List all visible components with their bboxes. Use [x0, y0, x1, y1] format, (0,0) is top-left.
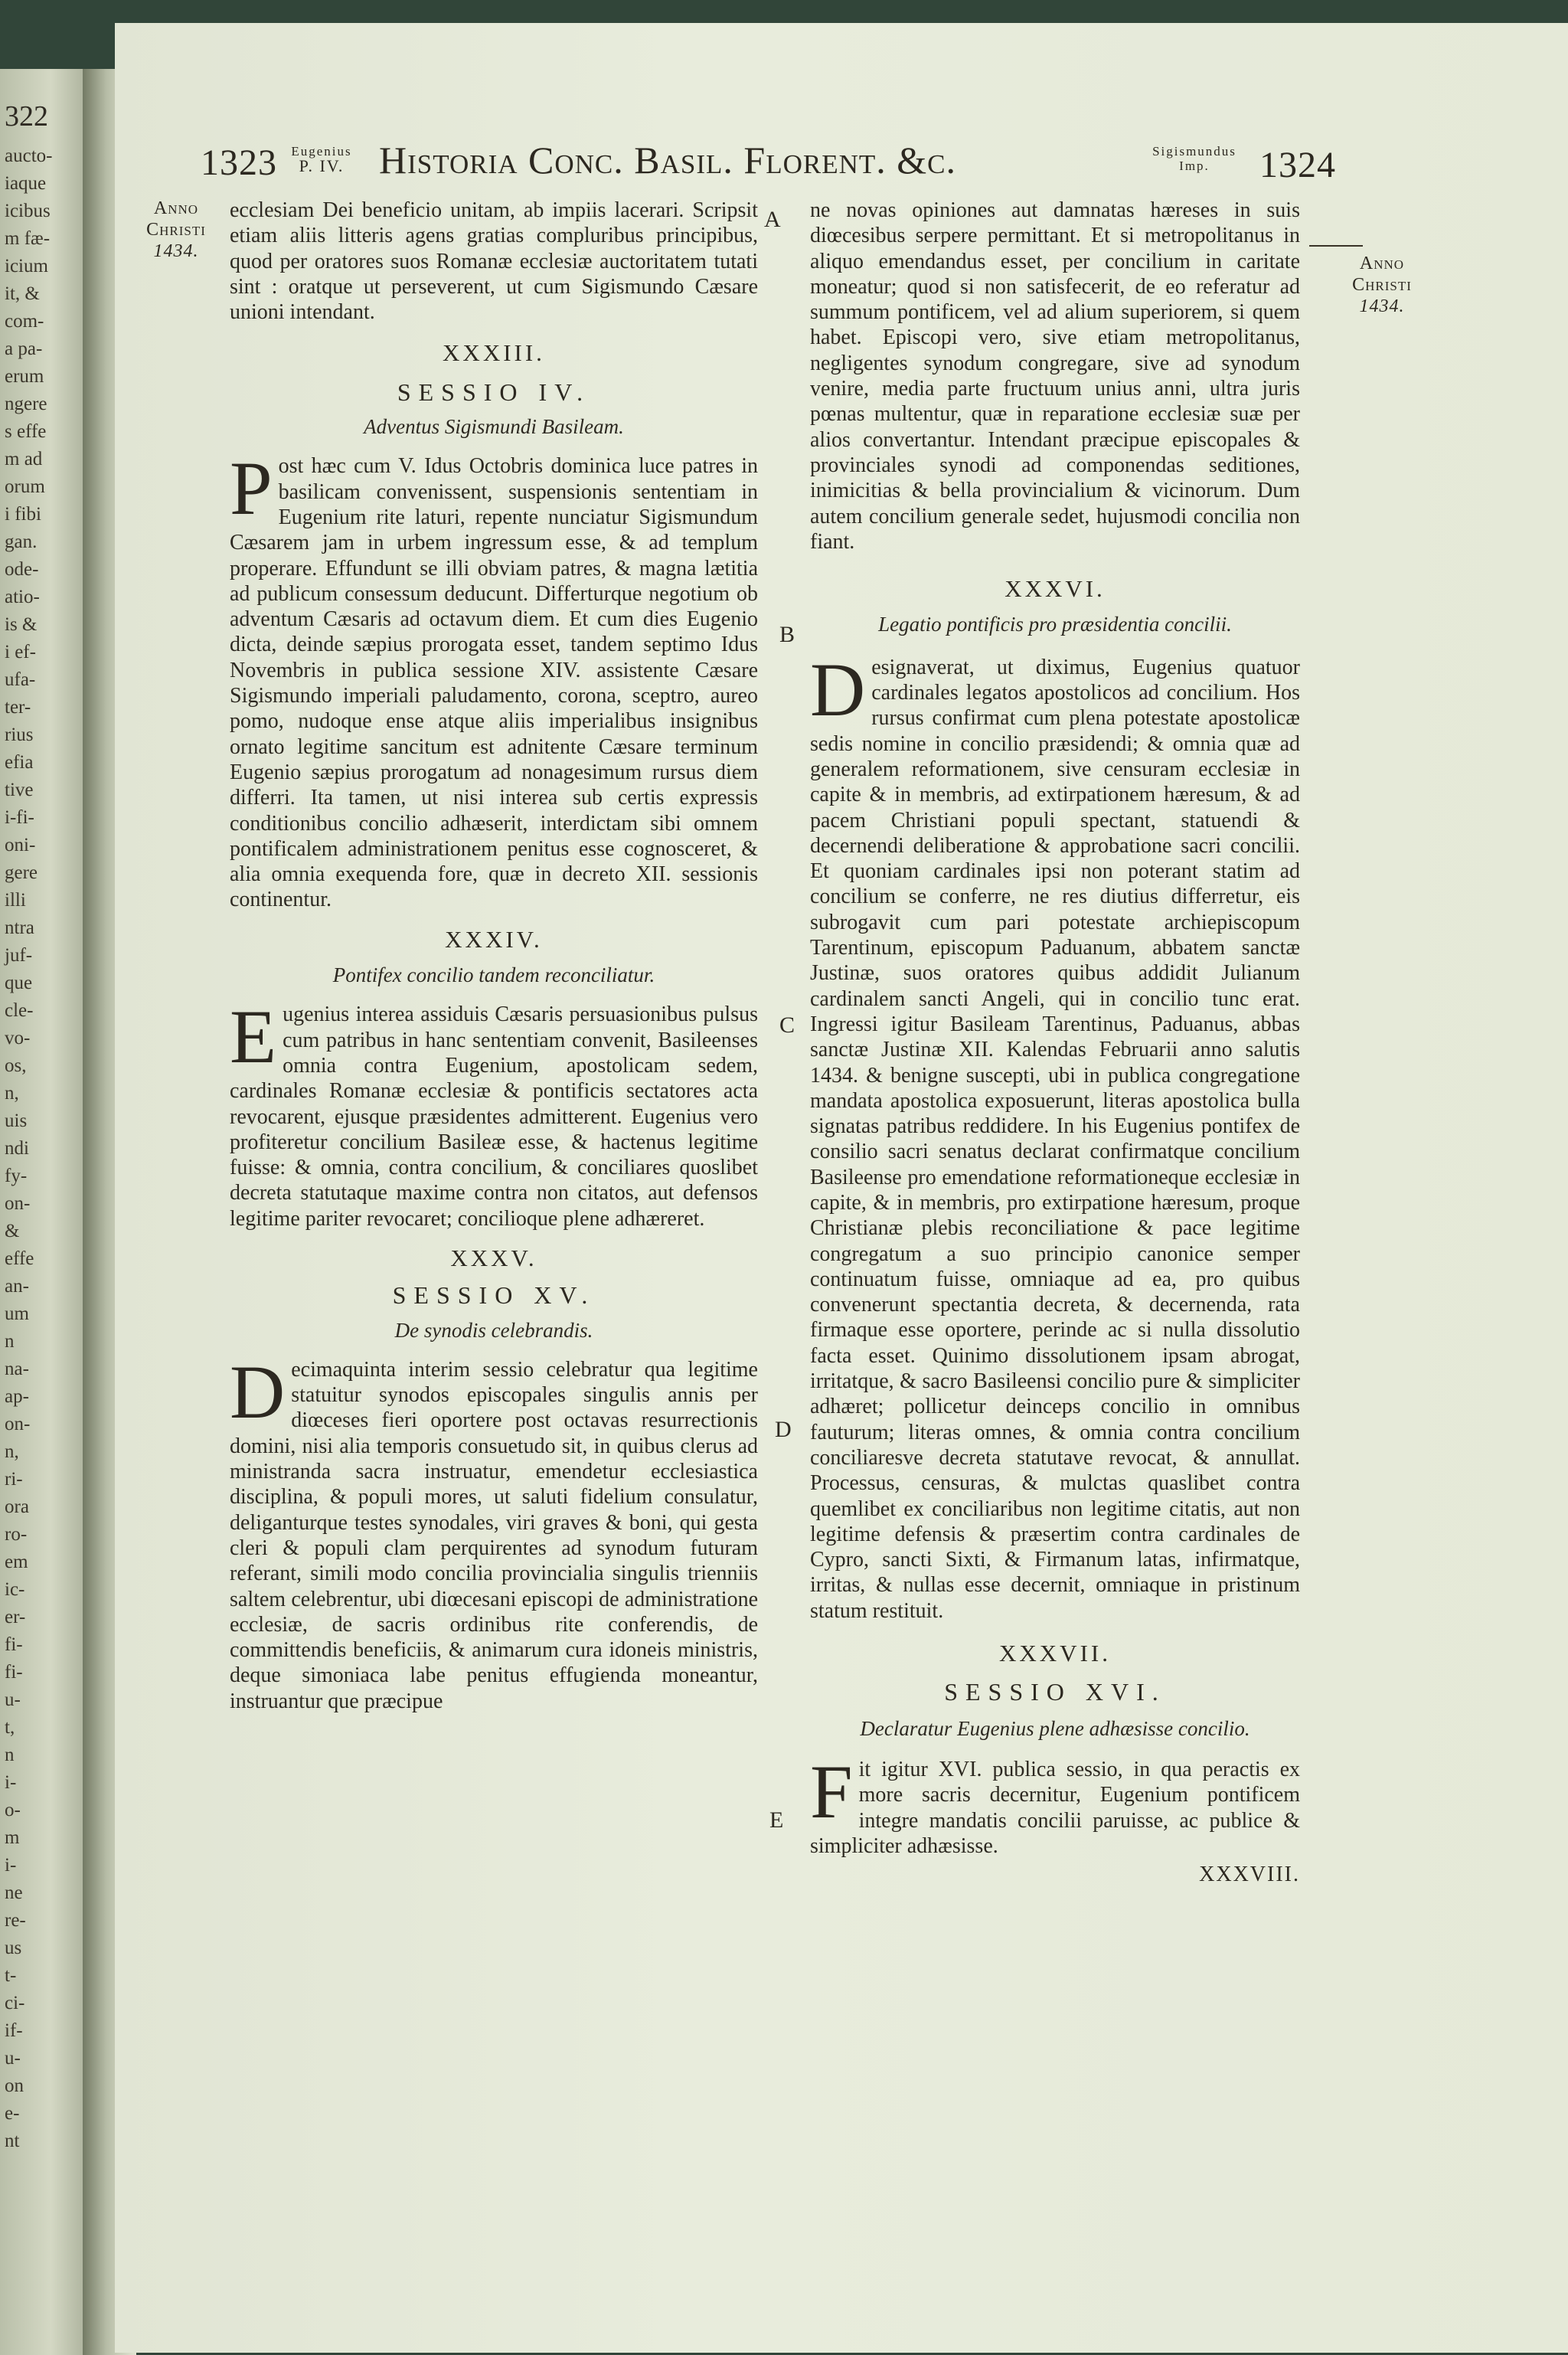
session-title-16: SESSIO XVI. — [944, 1678, 1166, 1706]
header-left-small-bottom: P. IV. — [299, 156, 345, 175]
header-left-pontiff — [279, 144, 364, 173]
left-page-fragment: iaque — [5, 173, 47, 194]
chapter-summary-36: Legatio pontificis pro præsidentia concilii. — [878, 613, 1232, 636]
dropcap-e: E — [230, 994, 277, 1080]
left-page-fragment: fi- — [5, 1634, 23, 1655]
left-page-fragment: em — [5, 1552, 28, 1572]
left-page-fragment: icibus — [5, 201, 51, 221]
left-page-fragment: efia — [5, 752, 34, 773]
chapter-number-34: XXXIV. — [445, 925, 543, 953]
margin-left-line1: Anno — [153, 198, 199, 218]
left-page-fragment: ter- — [5, 697, 31, 718]
left-page-fragment: it, & — [5, 283, 40, 304]
left-page-fragment: fi- — [5, 1662, 23, 1683]
left-page-fragment: ro- — [5, 1524, 28, 1545]
left-page-fragment: uis — [5, 1110, 28, 1131]
left-page-fragment: u- — [5, 2048, 21, 2069]
left-page-fragment: um — [5, 1303, 29, 1324]
left-page-fragment: illi — [5, 890, 26, 911]
left-page-fragment: n, — [5, 1083, 19, 1104]
chapter-summary-37: Declaratur Eugenius plene adhæsisse concilio. — [860, 1716, 1250, 1740]
chapter-33-paragraph — [230, 446, 758, 912]
chapter-34-text: ugenius interea assiduis Cæsaris persuasionibus pulsus cum patribus in hanc sententiam convenit, Basileenses omnia contra Eugenium, apostolicam sedem, cardinales Romanæ ecclesiæ & pontificis sectatores acta revocarent, ejusque præsidentes admitterent. Eugenius vero profiteretur concilium Basileæ esse, & hactenus legitime fuisse: & omnia, contra concilium, & conciliares quoslibet decreta statutaque maxime contra non citatos, aut defensos legitime pariter revocaret; concilioque plene adhæreret. — [230, 1003, 758, 1231]
left-intro-paragraph: ecclesiam Dei beneficio unitam, ab impiis lacerari. Scripsit etiam aliis litteris agens gratias compluribus principibus, quod per oratores suos Romanæ ecclesiæ auctoritatem tutati sint : oratque ut perseverent, ut cum Sigismundo Cæsare unioni intendant. — [230, 198, 758, 325]
left-column — [230, 198, 758, 1714]
left-page-fragment: tive — [5, 780, 34, 800]
chapter-34-paragraph — [230, 994, 758, 1231]
left-page-fragment: er- — [5, 1607, 26, 1627]
book-page — [115, 23, 1568, 2353]
left-page-fragment: t, — [5, 1717, 15, 1738]
right-intro-paragraph: ne novas opiniones aut damnatas hæreses in suis diœcesibus serpere permittant. Et si metropolitanus in aliquo emendandus esset, per concilium in caritate moneatur; quod si non satisfecerit, de eo referatur ad summum pontificem, vel ad alium superiorem, si quem habet. Episcopi vero, sive etiam metropolitanus, negligentes synodum congregare, sive ad synodum venire, media parte fructuum unius anni, ultra juris pœnas multentur, quæ in reparatione ecclesiæ suæ per alios convertantur. Intendant præcipue episcopales & provinciales synodi ad componendas seditiones, inimicitias & bella provincialium & vicinorum. Dum autem concilium generale sedet, hujusmodi concilia non fiant. — [810, 198, 1300, 554]
left-page-fragment: us — [5, 1938, 22, 1958]
left-page-fragment: m ad — [5, 449, 43, 469]
left-page-fragment: u- — [5, 1689, 21, 1710]
margin-right-line1: Anno — [1359, 253, 1405, 273]
left-page-fragment: vo- — [5, 1028, 31, 1048]
left-page-fragment: ode- — [5, 559, 39, 580]
section-letter-b: B — [779, 622, 795, 647]
left-page-fragment: & — [5, 1221, 20, 1241]
left-page-fragment: a pa- — [5, 339, 43, 359]
left-page-fragment: s effe — [5, 421, 47, 442]
chapter-33-text: ost hæc cum V. Idus Octobris dominica luce patres in basilicam convenissent, suspensionis sententiam in Eugenium rite laturi, repente nunciatur Sigismundum Cæsarem jam in urbem ingressum esse, & ad templum properare. Effundunt se illi obviam patres, & magna lætitia ad publicum consessum deducunt. Differturque negotium ob adventum Cæsaris ad octavum diem. Et cum dies Eugenio dicta, deinde sæpius prorogata esset, tandem septimo Idus Novembris in publica sessione XIV. assistente Cæsare Sigismundo imperiali paludamento, corona, sceptro, aureo pomo, nudoque ense atque aliis imperialibus insignibus ornato legitime sancitum est adnitente Cæsare terminum Eugenio sæpius prorogatum ad nonagesimum rursus diem differri. Ita tamen, ut nisi interea sub certis expressis conditionibus concilio adhæserit, interdictam sibi omnem pontificalem administrationem penitus esse cognosceret, & alia omnia exequenda fore, quæ in decreto XII. sessionis continentur. — [230, 454, 758, 912]
left-page-fragment: atio- — [5, 587, 40, 607]
dropcap-f: F — [810, 1748, 853, 1834]
session-title-4: SESSIO IV. — [397, 378, 591, 406]
header-right-small-top: Sigismundus — [1152, 144, 1236, 159]
left-page-fragment: aucto- — [5, 146, 53, 166]
left-page-fragment: ne — [5, 1882, 23, 1903]
chapter-36-paragraph — [810, 646, 1300, 1624]
left-page-fragment: on- — [5, 1414, 31, 1434]
chapter-35-paragraph — [230, 1349, 758, 1714]
section-letter-a: A — [764, 207, 781, 232]
left-page-fragment: gere — [5, 862, 38, 883]
left-page-fragment: que — [5, 973, 33, 993]
left-page-fragment: na- — [5, 1359, 29, 1379]
section-letter-d: D — [775, 1417, 792, 1442]
section-letter-e: E — [769, 1807, 784, 1833]
left-page-fragment: i- — [5, 1772, 17, 1793]
header-left-small-top: Eugenius — [291, 144, 352, 159]
chapter-37-text: it igitur XVI. publica sessio, in qua peractis ex more sacris decernitur, Eugenium pontificem integre mandatis concilii paruisse, ac publice & simpliciter adhæsisse. — [810, 1757, 1300, 1858]
left-page-fragment: m fæ- — [5, 228, 51, 249]
chapter-36-text: esignaverat, ut diximus, Eugenius quatuor cardinales legatos apostolicos ad concilium. Hos rursus confirmat cum plena potestate apostolicæ sedis nomine in concilio præsidendi; & omnia quæ ad generalem reformationem, sive censuram ecclesiæ in capite & in membris, ad extirpationem hæresum, & ad pacem Christiani populi spectant, statuendi & decernendi deliberatione & approbatione sacri concilii. Et quoniam cardinales ipsi non poterant statim ad concilium se conferre, ne res diutius differretur, eis subrogavit cum pari potestate archiepiscopum Tarentinum, episcopum Paduanum, abbatem sanctæ Justinæ, suos oratores quibus addidit Julianum cardinalem sancti Angeli, qui in concilio tunc erat. Ingressi igitur Basileam Tarentinus, Paduanus, abbas sanctæ Justinæ XII. Kalendas Februarii anno salutis 1434. & benigne suscepti, ubi in publica congregatione mandata apostolica exposuerunt, literas apostolica bulla signatas patribus reddidere. In his Eugenius pontifex de consilio sacri senatus declarat confirmatque concilium Basileense pro emendatione reformationeque ecclesiæ in capite, & in membris, pro extirpatione hæresum, proque Christianæ plebis reconciliatione & pace legitime congregatum a suo principio canonice semper continuatum fuisse, omniaque ad ea, pro quibus convenerunt spectantia decreta, & decernenda, rata firmaque esse oportere, perinde ac si nulla dissolutio facta esset. Quinimo dissolutionem ipsam abrogat, irritatque, & sacro Basileensi concilio pure & simpliciter adhæret; pollicetur deinceps concilio in omnibus fauturum; literas omnes, & omnia contra concilium conciliaresve decreta statutave revocat, & annullat. Processus, censuras, & mulctas quaslibet contra quemlibet ex conciliaribus non legitime citatis, aut non legitime defensis & præsertim contra cardinales de Cypro, sancti Sixti, & Firmanum latas, infirmatque, irritas, & nullas esse decernit, omniaque in pristinum statum restituit. — [810, 655, 1300, 1623]
left-page-fragment: if- — [5, 2020, 23, 2041]
left-page-fragment: i-fi- — [5, 807, 34, 828]
header-right-page-number: 1324 — [1259, 145, 1336, 185]
chapter-summary-35: De synodis celebrandis. — [394, 1318, 593, 1342]
left-page-fragment: ntra — [5, 917, 34, 938]
left-page-fragment: n — [5, 1331, 15, 1352]
right-column — [810, 198, 1300, 1887]
left-page-fragment: effe — [5, 1248, 34, 1269]
left-facing-page — [0, 69, 92, 2355]
left-page-fragment: cle- — [5, 1000, 34, 1021]
left-page-fragment: t- — [5, 1965, 17, 1986]
left-page-fragment: e- — [5, 2103, 20, 2124]
chapter-summary-33: Adventus Sigismundi Basileam. — [364, 415, 624, 439]
margin-right-line3: 1434. — [1359, 296, 1405, 316]
left-page-fragment: ap- — [5, 1386, 29, 1407]
left-page-fragment: m — [5, 1827, 20, 1848]
left-page-fragment: icium — [5, 256, 48, 276]
left-page-number: 322 — [5, 100, 48, 132]
left-page-fragment: com- — [5, 311, 44, 332]
dropcap-d2: D — [810, 646, 866, 732]
left-page-fragment: fy- — [5, 1166, 28, 1186]
dropcap-p: P — [230, 446, 273, 532]
left-page-fragment: juf- — [5, 945, 33, 966]
chapter-number-37: XXXVII. — [999, 1640, 1111, 1667]
left-page-fragment: nt — [5, 2131, 20, 2151]
left-page-fragment: an- — [5, 1276, 29, 1297]
session-title-15: SESSIO XV. — [392, 1281, 596, 1310]
left-page-fragment: on- — [5, 1193, 31, 1214]
left-page-fragment: re- — [5, 1910, 26, 1931]
left-page-fragment: o- — [5, 1800, 21, 1820]
left-page-fragment: ngere — [5, 394, 47, 414]
chapter-35-text: ecimaquinta interim sessio celebratur qua legitime statuitur synodos episcopales singulis annis per diœceses fieri oportere post octavas resurrectionis domini, nisi alia temporis consuetudo sit, in quibus clerus ad ministranda sacra instruatur, emendetur ecclesiastica disciplina, & populi mores, ut saluti fidelium consulatur, deliganturque testes synodales, viri graves & boni, qui gesta cleri & populi clam perquirentes ad synodum futuram referant, simili modo concilia provincialia singulis trienniis saltem celebrentur, ubi diœcesani episcopi de administratione ecclesiæ, de sacris ordinibus rite conferendis, de committendis beneficiis, & animarum cura idoneis ministris, deque simoniaca labe penitus effugienda moneantur, instruantur que præcipue — [230, 1357, 758, 1713]
left-page-fragment: gan. — [5, 532, 38, 552]
left-page-fragment: ndi — [5, 1138, 29, 1159]
left-page-fragment: os, — [5, 1055, 27, 1076]
left-page-fragment: orum — [5, 476, 45, 497]
margin-left-line2: Christi — [146, 220, 206, 240]
header-right-emperor — [1122, 144, 1267, 173]
chapter-summary-34: Pontifex concilio tandem reconciliatur. — [332, 963, 655, 987]
left-page-fragment: n — [5, 1745, 15, 1765]
left-page-fragment: n, — [5, 1441, 19, 1462]
catchword: XXXVIII. — [1199, 1863, 1300, 1887]
dropcap-d: D — [230, 1349, 286, 1434]
left-page-fragment: ufa- — [5, 669, 36, 690]
margin-note-left — [130, 198, 222, 262]
left-page-fragment: rius — [5, 724, 34, 745]
left-page-fragment: ci- — [5, 1993, 25, 2013]
running-title: Historia Conc. Basil. Florent. &c. — [379, 139, 956, 182]
left-page-fragment: erum — [5, 366, 44, 387]
left-page-fragment: ic- — [5, 1579, 25, 1600]
left-page-fragment: i ef- — [5, 642, 36, 662]
left-page-fragment: ora — [5, 1496, 29, 1517]
left-page-fragment: ri- — [5, 1469, 23, 1490]
chapter-number-36: XXXVI. — [1004, 575, 1106, 603]
header-right-small-bottom: Imp. — [1179, 159, 1210, 173]
left-page-fragment: i- — [5, 1855, 17, 1876]
chapter-37-paragraph — [810, 1748, 1300, 1859]
left-page-fragment: on — [5, 2075, 24, 2096]
margin-rule-right — [1309, 245, 1363, 247]
left-page-fragment: is & — [5, 614, 38, 635]
margin-note-right — [1336, 253, 1428, 317]
margin-left-line3: 1434. — [153, 241, 199, 261]
header-left-page-number: 1323 — [201, 142, 277, 183]
margin-right-line2: Christi — [1352, 275, 1412, 295]
left-page-fragment: i fibi — [5, 504, 41, 525]
chapter-number-33: XXXIII. — [443, 339, 545, 367]
left-page-fragment: oni- — [5, 835, 36, 855]
chapter-number-35: XXXV. — [450, 1244, 537, 1271]
section-letter-c: C — [779, 1012, 795, 1038]
